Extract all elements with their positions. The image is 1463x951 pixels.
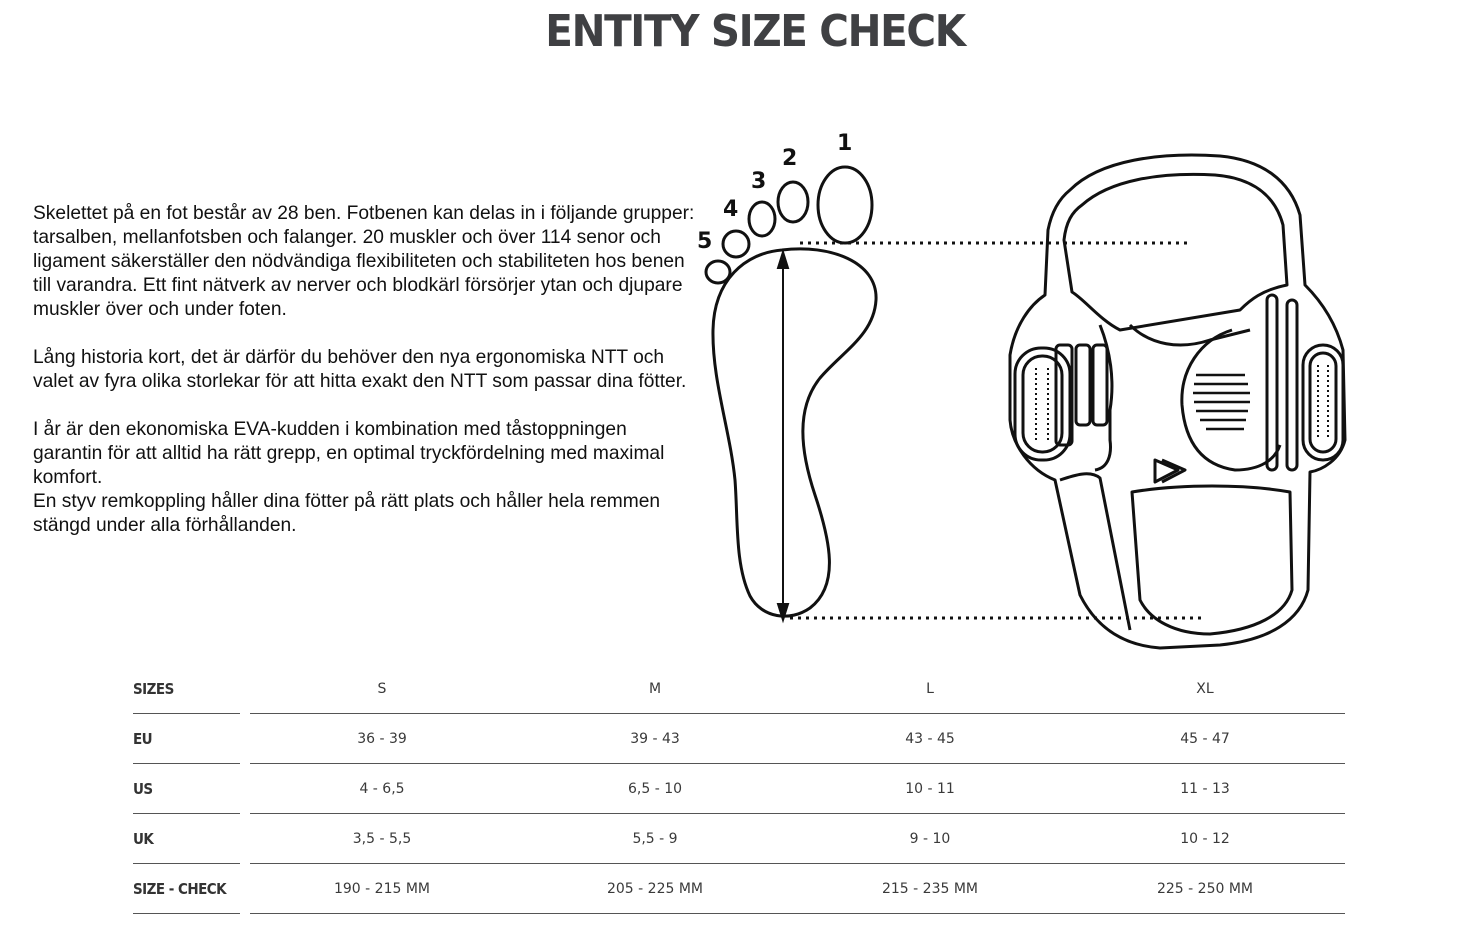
page-title: ENTITY SIZE CHECK <box>545 6 965 57</box>
table-cell: 4 - 6,5 <box>359 781 405 797</box>
table-header-row <box>133 664 1345 714</box>
toe-2-icon <box>778 182 808 222</box>
toe-label-2: 2 <box>782 146 798 171</box>
toe-label-1: 1 <box>837 131 853 156</box>
table-row <box>133 764 1345 814</box>
column-header: M <box>648 681 662 697</box>
table-cell: 215 - 235 MM <box>881 881 978 897</box>
column-header: L <box>926 681 934 697</box>
row-label: SIZES <box>133 680 174 698</box>
row-label: US <box>133 780 153 798</box>
description-text <box>33 202 698 562</box>
table-cell: 5,5 - 9 <box>632 831 678 847</box>
paragraph-2: Lång historia kort, det är därför du behöver den nya ergonomiska NTT och valet av fyra olika storlekar för att hitta exakt den NTT som passar dina fötter. <box>33 347 687 392</box>
table-row <box>133 864 1345 914</box>
paragraph-1: Skelettet på en fot består av 28 ben. Fotbenen kan delas in i följande grupper: tarsalben, mellanfotsben och falanger. 20 muskler och över 114 senor och ligament säkerställer den nödvändiga flexibiliteten och stabiliteten hos benen till varandra. Ett fint nätverk av nerver och blodkärl försörjer ytan och djupare muskler över och under foten. <box>33 203 695 320</box>
table-cell: 45 - 47 <box>1180 731 1230 747</box>
size-table <box>133 664 1345 914</box>
toe-label-4: 4 <box>723 197 739 222</box>
toe-label-3: 3 <box>751 169 767 194</box>
row-label: SIZE - CHECK <box>133 880 227 898</box>
row-label: EU <box>133 730 153 748</box>
toe-4-icon <box>723 231 749 257</box>
toe-3-icon <box>749 202 775 236</box>
row-label: UK <box>133 830 154 848</box>
toe-label-5: 5 <box>697 229 713 254</box>
table-cell: 11 - 13 <box>1180 781 1230 797</box>
table-cell: 225 - 250 MM <box>1156 881 1253 897</box>
paragraph-3: I år är den ekonomiska EVA-kudden i kombination med tåstoppningen garantin för att alltid ha rätt grepp, en optimal tryckfördelning med maximal komfort. <box>33 419 665 488</box>
table-cell: 6,5 - 10 <box>627 781 683 797</box>
table-cell: 10 - 12 <box>1180 831 1230 847</box>
table-cell: 36 - 39 <box>357 731 407 747</box>
table-row <box>133 714 1345 764</box>
table-cell: 39 - 43 <box>630 731 680 747</box>
table-cell: 9 - 10 <box>909 831 951 847</box>
footpad-icon <box>1010 155 1345 648</box>
foot-outline-icon <box>713 249 876 616</box>
table-row <box>133 814 1345 864</box>
foot-measure-illustration <box>690 120 1370 660</box>
toe-1-icon <box>818 167 872 243</box>
table-cell: 3,5 - 5,5 <box>352 831 412 847</box>
table-cell: 190 - 215 MM <box>333 881 430 897</box>
paragraph-4: En styv remkoppling håller dina fötter på rätt plats och håller hela remmen stängd under alla förhållanden. <box>33 491 661 536</box>
table-cell: 205 - 225 MM <box>606 881 703 897</box>
table-cell: 10 - 11 <box>905 781 955 797</box>
table-cell: 43 - 45 <box>905 731 955 747</box>
column-header: XL <box>1196 681 1214 697</box>
column-header: S <box>377 681 387 697</box>
